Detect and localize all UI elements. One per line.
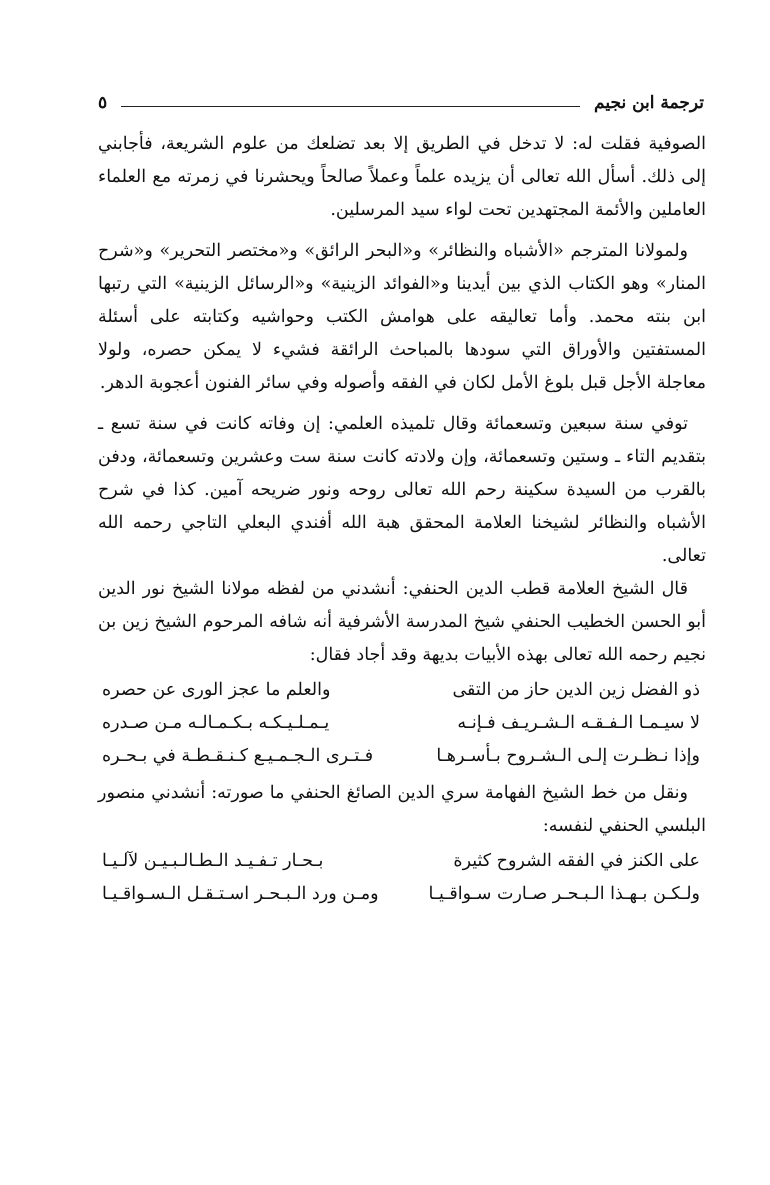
verse-first-hemistich: لا سيـمـا الـفـقـه الـشـريـف فـإنـه [457, 713, 700, 733]
verse-first-hemistich: ولـكـن بـهـذا الـبـحـر صـارت سـواقـيـا [428, 884, 700, 904]
verse-line [98, 878, 706, 911]
verse-second-hemistich: يـمـلـيـكـه بـكـمـالـه مـن صـدره [102, 713, 330, 733]
verse-line [98, 707, 706, 740]
page-number: ٥ [98, 93, 108, 113]
paragraph-2: ولمولانا المترجم «الأشباه والنظائر» و«البحر الرائق» و«مختصر التحرير» و«شرح المنار» وهو الكتاب الذي بين أيدينا و«الفوائد الزينية» و«الرسائل الزينية» التي رتبها ابن بنته محمد. وأما تعاليقه على هوامش الكتب وحواشيه وكتابته على أسئلة المستفتين والأوراق التي سودها بالمباحث الرائقة فشيء لا يمكن حصره، ولولا معاجلة الأجل قبل بلوغ الأمل لكان في الفقه وأصوله وفي سائر الفنون أعجوبة الدهر. [98, 241, 706, 393]
verse-first-hemistich: على الكنز في الفقه الشروح كثيرة [453, 851, 700, 871]
page-body [98, 128, 706, 915]
verse-second-hemistich: فـتـرى الـجـمـيـع كـنـقـطـة في بـحـره [102, 746, 374, 766]
poem-2 [98, 845, 706, 911]
running-title: ترجمة ابن نجيم [594, 93, 704, 113]
verse-first-hemistich: ذو الفضل زين الدين حاز من التقى [452, 680, 700, 700]
running-header [98, 88, 704, 118]
poem-1 [98, 674, 706, 773]
verse-second-hemistich: بـحـار تـفـيـد الـطـالـبـيـن لآلـيـا [102, 851, 324, 871]
header-rule [121, 106, 580, 107]
paragraph-5: ونقل من خط الشيخ الفهامة سري الدين الصائغ الحنفي ما صورته: أنشدني منصور البلسي الحنفي لنفسه: [98, 783, 706, 836]
verse-line [98, 674, 706, 707]
verse-line [98, 740, 706, 773]
verse-line [98, 845, 706, 878]
paragraph-1: الصوفية فقلت له: لا تدخل في الطريق إلا بعد تضلعك من علوم الشريعة، فأجابني إلى ذلك. أسأل الله تعالى أن يزيده علماً وعملاً صالحاً ويحشرنا في زمرته مع العلماء العاملين والأئمة المجتهدين تحت لواء سيد المرسلين. [98, 134, 706, 220]
paragraph-4: قال الشيخ العلامة قطب الدين الحنفي: أنشدني من لفظه مولانا الشيخ نور الدين أبو الحسن الخطيب الحنفي شيخ المدرسة الأشرفية أنه شافه المرحوم الشيخ زين بن نجيم رحمه الله تعالى بهذه الأبيات بديهة وقد أجاد فقال: [98, 579, 706, 665]
verse-first-hemistich: وإذا نـظـرت إلـى الـشـروح بـأسـرهـا [436, 746, 700, 766]
verse-second-hemistich: والعلم ما عجز الورى عن حصره [102, 680, 331, 700]
paragraph-3: توفي سنة سبعين وتسعمائة وقال تلميذه العلمي: إن وفاته كانت في سنة تسع ـ بتقديم التاء ـ وستين وتسعمائة، وإن ولادته كانت سنة ست وعشرين وتسعمائة، ودفن بالقرب من السيدة سكينة رحم الله تعالى روحه ونور ضريحه آمين. كذا في شرح الأشباه والنظائر لشيخنا العلامة المحقق هبة الله أفندي البعلي التاجي رحمه الله تعالى. [98, 414, 706, 566]
verse-second-hemistich: ومـن ورد الـبـحـر اسـتـقـل الـسـواقـيـا [102, 884, 379, 904]
